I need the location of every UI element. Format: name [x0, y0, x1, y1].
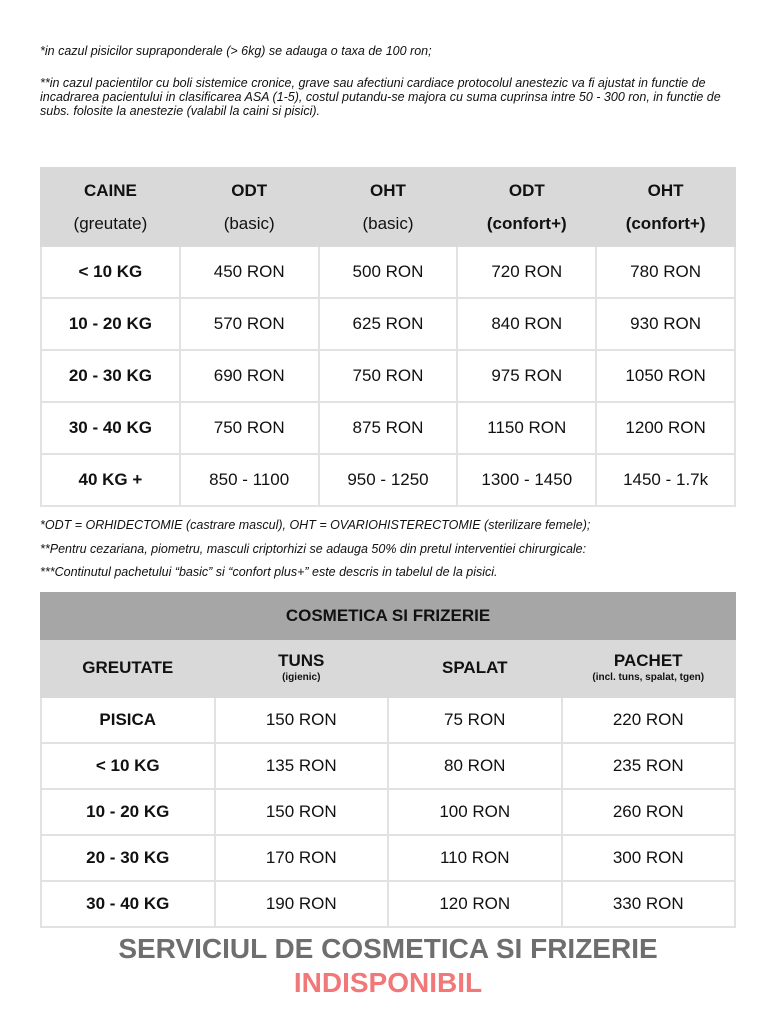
- header-odt-confort: ODT (confort+): [457, 168, 596, 246]
- price-cell: 1200 RON: [596, 402, 735, 454]
- watermark-unavailable: INDISPONIBIL: [293, 967, 483, 998]
- price-cell: 100 RON: [388, 789, 562, 835]
- price-cell: 930 RON: [596, 298, 735, 350]
- price-cell: 690 RON: [180, 350, 319, 402]
- price-cell: 150 RON: [215, 789, 389, 835]
- table-row: [41, 402, 735, 454]
- watermark-service-unavailable: [40, 932, 736, 1000]
- price-cell: 80 RON: [388, 743, 562, 789]
- weight-cell: 20 - 30 KG: [41, 835, 215, 881]
- price-cell: 625 RON: [319, 298, 458, 350]
- header-tuns: TUNS (igienic): [215, 639, 389, 697]
- weight-cell: < 10 KG: [41, 246, 180, 298]
- watermark-line-cosmetica: COSMETICA SI FRIZERIE: [321, 933, 658, 964]
- note-surcharge: **Pentru cezariana, piometru, masculi criptorhizi se adauga 50% din pretul interventiei chirurgicale:: [40, 542, 587, 556]
- weight-cell: PISICA: [41, 697, 215, 743]
- price-cell: 1450 - 1.7k: [596, 454, 735, 506]
- table-row: [41, 246, 735, 298]
- header-oht-confort: OHT (confort+): [596, 168, 735, 246]
- weight-cell: 10 - 20 KG: [41, 298, 180, 350]
- table-header-row: [41, 639, 735, 697]
- price-cell: 135 RON: [215, 743, 389, 789]
- price-cell: 850 - 1100: [180, 454, 319, 506]
- header-oht-basic: OHT (basic): [319, 168, 458, 246]
- price-cell: 190 RON: [215, 881, 389, 927]
- grooming-price-table: [40, 592, 736, 928]
- table-row: [41, 835, 735, 881]
- price-cell: 840 RON: [457, 298, 596, 350]
- note-package-contents: ***Continutul pachetului “basic” si “confort plus+” este descris in tabelul de la pisici.: [40, 565, 498, 579]
- price-cell: 1050 RON: [596, 350, 735, 402]
- price-cell: 110 RON: [388, 835, 562, 881]
- price-cell: 950 - 1250: [319, 454, 458, 506]
- price-cell: 220 RON: [562, 697, 736, 743]
- price-cell: 260 RON: [562, 789, 736, 835]
- weight-cell: 20 - 30 KG: [41, 350, 180, 402]
- header-weight: GREUTATE: [41, 639, 215, 697]
- price-cell: 975 RON: [457, 350, 596, 402]
- price-cell: 120 RON: [388, 881, 562, 927]
- header-pachet: PACHET (incl. tuns, spalat, tgen): [562, 639, 736, 697]
- price-cell: 570 RON: [180, 298, 319, 350]
- table-row: [41, 697, 735, 743]
- table-row: [41, 881, 735, 927]
- table-row: [41, 743, 735, 789]
- price-cell: 330 RON: [562, 881, 736, 927]
- note-overweight-cats: *in cazul pisicilor supraponderale (> 6kg) se adauga o taxa de 100 ron;: [40, 44, 432, 58]
- price-cell: 750 RON: [180, 402, 319, 454]
- weight-cell: 10 - 20 KG: [41, 789, 215, 835]
- price-cell: 300 RON: [562, 835, 736, 881]
- weight-cell: 40 KG +: [41, 454, 180, 506]
- table-row: [41, 298, 735, 350]
- price-cell: 450 RON: [180, 246, 319, 298]
- price-cell: 720 RON: [457, 246, 596, 298]
- table-title: COSMETICA SI FRIZERIE: [41, 593, 735, 639]
- price-cell: 500 RON: [319, 246, 458, 298]
- table-row: [41, 350, 735, 402]
- table-row: [41, 789, 735, 835]
- price-cell: 1300 - 1450: [457, 454, 596, 506]
- table-row: [41, 454, 735, 506]
- price-cell: 875 RON: [319, 402, 458, 454]
- weight-cell: 30 - 40 KG: [41, 402, 180, 454]
- price-cell: 150 RON: [215, 697, 389, 743]
- header-weight: CAINE (greutate): [41, 168, 180, 246]
- note-anesthesia: **in cazul pacientilor cu boli sistemice cronice, grave sau afectiuni cardiace protocolul anestezic va fi ajustat in functie de incadrarea pacientului in clasificarea ASA (1-5), costul putandu-se majora cu suma cuprinsa intre 50 - 300 ron, in functie de subs. folosite la anestezie (valabil la caini si pisici).: [40, 76, 721, 118]
- price-cell: 750 RON: [319, 350, 458, 402]
- header-spalat: SPALAT: [388, 639, 562, 697]
- table-header-row: [41, 168, 735, 246]
- weight-cell: < 10 KG: [41, 743, 215, 789]
- price-cell: 1150 RON: [457, 402, 596, 454]
- watermark-service-name: [40, 932, 736, 966]
- price-cell: 780 RON: [596, 246, 735, 298]
- watermark-line-serviciul: SERVICIUL DE: [118, 933, 314, 964]
- note-abbreviations: *ODT = ORHIDECTOMIE (castrare mascul), OHT = OVARIOHISTERECTOMIE (sterilizare femele);: [40, 518, 591, 532]
- header-odt-basic: ODT (basic): [180, 168, 319, 246]
- price-cell: 235 RON: [562, 743, 736, 789]
- table-title-row: [41, 593, 735, 639]
- weight-cell: 30 - 40 KG: [41, 881, 215, 927]
- dog-sterilization-price-table: [40, 167, 736, 507]
- price-cell: 170 RON: [215, 835, 389, 881]
- price-cell: 75 RON: [388, 697, 562, 743]
